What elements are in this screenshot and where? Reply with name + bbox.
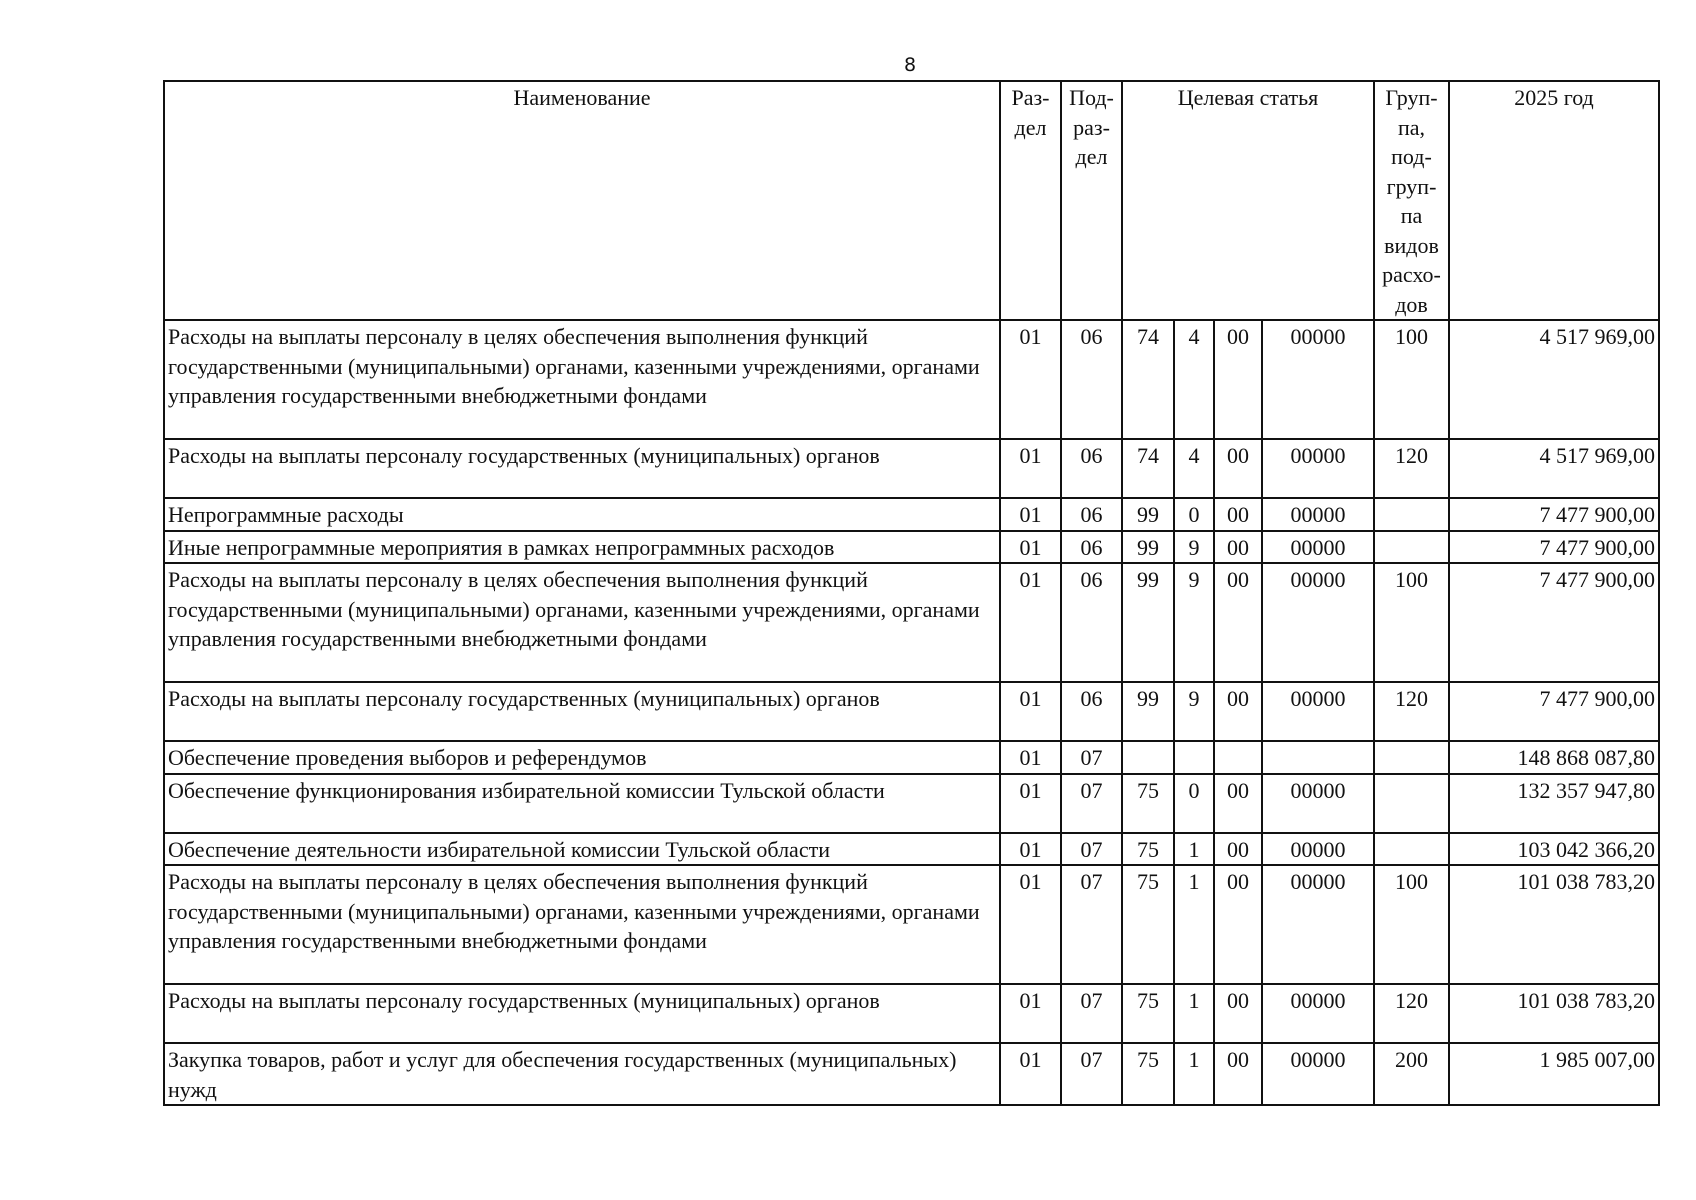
row-target-program [1122,741,1174,774]
row-amount: 101 038 783,20 [1449,984,1659,1043]
row-razdel: 01 [1000,531,1061,564]
row-expense-group: 100 [1374,563,1449,682]
row-name: Иные непрограммные мероприятия в рамках непрограммных расходов [164,531,1000,564]
row-expense-group: 120 [1374,439,1449,498]
row-amount: 148 868 087,80 [1449,741,1659,774]
row-podrazdel: 07 [1061,741,1122,774]
page-number: 8 [904,54,917,76]
header-name: Наименование [164,81,1000,320]
row-amount: 7 477 900,00 [1449,498,1659,531]
row-target-program: 75 [1122,984,1174,1043]
row-amount: 4 517 969,00 [1449,320,1659,439]
row-target-event: 00 [1214,320,1262,439]
row-name: Расходы на выплаты персоналу государственных (муниципальных) органов [164,682,1000,741]
row-target-subprogram: 1 [1174,865,1214,984]
row-name: Обеспечение функционирования избирательной комиссии Тульской области [164,774,1000,833]
table-row [164,984,1659,1043]
header-year: 2025 год [1449,81,1659,320]
table-row [164,498,1659,531]
row-amount: 101 038 783,20 [1449,865,1659,984]
row-podrazdel: 07 [1061,774,1122,833]
row-expense-group: 100 [1374,320,1449,439]
row-razdel: 01 [1000,682,1061,741]
table-row [164,682,1659,741]
row-target-direction: 00000 [1262,498,1374,531]
row-razdel: 01 [1000,563,1061,682]
table-row [164,833,1659,866]
row-expense-group [1374,833,1449,866]
row-target-subprogram: 1 [1174,1043,1214,1105]
row-target-subprogram: 1 [1174,984,1214,1043]
row-expense-group [1374,498,1449,531]
row-target-event: 00 [1214,439,1262,498]
row-target-direction: 00000 [1262,320,1374,439]
row-target-event [1214,741,1262,774]
row-razdel: 01 [1000,833,1061,866]
budget-table [163,80,1660,1106]
row-podrazdel: 07 [1061,1043,1122,1105]
row-name: Закупка товаров, работ и услуг для обеспечения государственных (муниципальных) нужд [164,1043,1000,1105]
row-podrazdel: 06 [1061,498,1122,531]
row-podrazdel: 07 [1061,833,1122,866]
row-target-subprogram: 4 [1174,439,1214,498]
header-razdel: Раз- дел [1000,81,1061,320]
row-target-subprogram: 1 [1174,833,1214,866]
row-expense-group: 200 [1374,1043,1449,1105]
row-target-direction: 00000 [1262,774,1374,833]
row-expense-group: 120 [1374,984,1449,1043]
row-target-program: 74 [1122,439,1174,498]
row-target-event: 00 [1214,1043,1262,1105]
row-expense-group [1374,774,1449,833]
row-razdel: 01 [1000,741,1061,774]
row-target-event: 00 [1214,984,1262,1043]
row-amount: 7 477 900,00 [1449,682,1659,741]
row-razdel: 01 [1000,1043,1061,1105]
row-target-direction: 00000 [1262,1043,1374,1105]
row-target-subprogram [1174,741,1214,774]
row-target-program: 75 [1122,865,1174,984]
row-name: Обеспечение проведения выборов и референдумов [164,741,1000,774]
table-body [164,320,1659,1105]
row-razdel: 01 [1000,498,1061,531]
row-amount: 132 357 947,80 [1449,774,1659,833]
row-target-direction: 00000 [1262,563,1374,682]
row-name: Расходы на выплаты персоналу в целях обеспечения выполнения функций государственными (муниципальными) органами, казенными учреждениями, органами управления государственными внебюджетными фондами [164,563,1000,682]
row-target-program: 74 [1122,320,1174,439]
row-target-program: 75 [1122,774,1174,833]
row-amount: 1 985 007,00 [1449,1043,1659,1105]
row-target-event: 00 [1214,498,1262,531]
row-razdel: 01 [1000,865,1061,984]
row-target-subprogram: 4 [1174,320,1214,439]
row-target-subprogram: 9 [1174,682,1214,741]
row-razdel: 01 [1000,439,1061,498]
row-target-event: 00 [1214,563,1262,682]
row-razdel: 01 [1000,774,1061,833]
row-target-program: 99 [1122,531,1174,564]
row-target-direction: 00000 [1262,439,1374,498]
row-expense-group: 120 [1374,682,1449,741]
row-podrazdel: 06 [1061,439,1122,498]
table-row [164,774,1659,833]
row-amount: 103 042 366,20 [1449,833,1659,866]
row-target-direction: 00000 [1262,865,1374,984]
row-name: Расходы на выплаты персоналу в целях обеспечения выполнения функций государственными (муниципальными) органами, казенными учреждениями, органами управления государственными внебюджетными фондами [164,320,1000,439]
row-expense-group: 100 [1374,865,1449,984]
row-target-subprogram: 0 [1174,774,1214,833]
table-row [164,439,1659,498]
row-podrazdel: 07 [1061,984,1122,1043]
row-name: Расходы на выплаты персоналу государственных (муниципальных) органов [164,984,1000,1043]
row-target-program: 99 [1122,498,1174,531]
header-podrazdel: Под- раз- дел [1061,81,1122,320]
row-amount: 4 517 969,00 [1449,439,1659,498]
row-razdel: 01 [1000,320,1061,439]
row-amount: 7 477 900,00 [1449,563,1659,682]
table-row [164,865,1659,984]
row-name: Расходы на выплаты персоналу государственных (муниципальных) органов [164,439,1000,498]
table-row [164,320,1659,439]
table-header-row [164,81,1659,320]
row-target-direction: 00000 [1262,833,1374,866]
row-podrazdel: 06 [1061,682,1122,741]
table-row [164,563,1659,682]
row-podrazdel: 07 [1061,865,1122,984]
row-target-direction [1262,741,1374,774]
row-target-event: 00 [1214,682,1262,741]
row-target-event: 00 [1214,531,1262,564]
row-target-subprogram: 0 [1174,498,1214,531]
row-podrazdel: 06 [1061,531,1122,564]
table-row [164,1043,1659,1105]
row-podrazdel: 06 [1061,563,1122,682]
row-target-event: 00 [1214,865,1262,984]
row-target-program: 99 [1122,563,1174,682]
table-row [164,531,1659,564]
row-expense-group [1374,741,1449,774]
header-expense-group: Груп- па, под- груп- па видов расхо- дов [1374,81,1449,320]
row-target-direction: 00000 [1262,531,1374,564]
row-name: Расходы на выплаты персоналу в целях обеспечения выполнения функций государственными (муниципальными) органами, казенными учреждениями, органами управления государственными внебюджетными фондами [164,865,1000,984]
row-target-event: 00 [1214,774,1262,833]
row-target-direction: 00000 [1262,682,1374,741]
row-target-subprogram: 9 [1174,531,1214,564]
row-target-event: 00 [1214,833,1262,866]
table-row [164,741,1659,774]
row-name: Непрограммные расходы [164,498,1000,531]
header-target-article: Целевая статья [1122,81,1374,320]
row-target-program: 75 [1122,1043,1174,1105]
row-podrazdel: 06 [1061,320,1122,439]
row-expense-group [1374,531,1449,564]
row-target-subprogram: 9 [1174,563,1214,682]
row-razdel: 01 [1000,984,1061,1043]
row-target-direction: 00000 [1262,984,1374,1043]
row-name: Обеспечение деятельности избирательной комиссии Тульской области [164,833,1000,866]
row-amount: 7 477 900,00 [1449,531,1659,564]
row-target-program: 99 [1122,682,1174,741]
row-target-program: 75 [1122,833,1174,866]
